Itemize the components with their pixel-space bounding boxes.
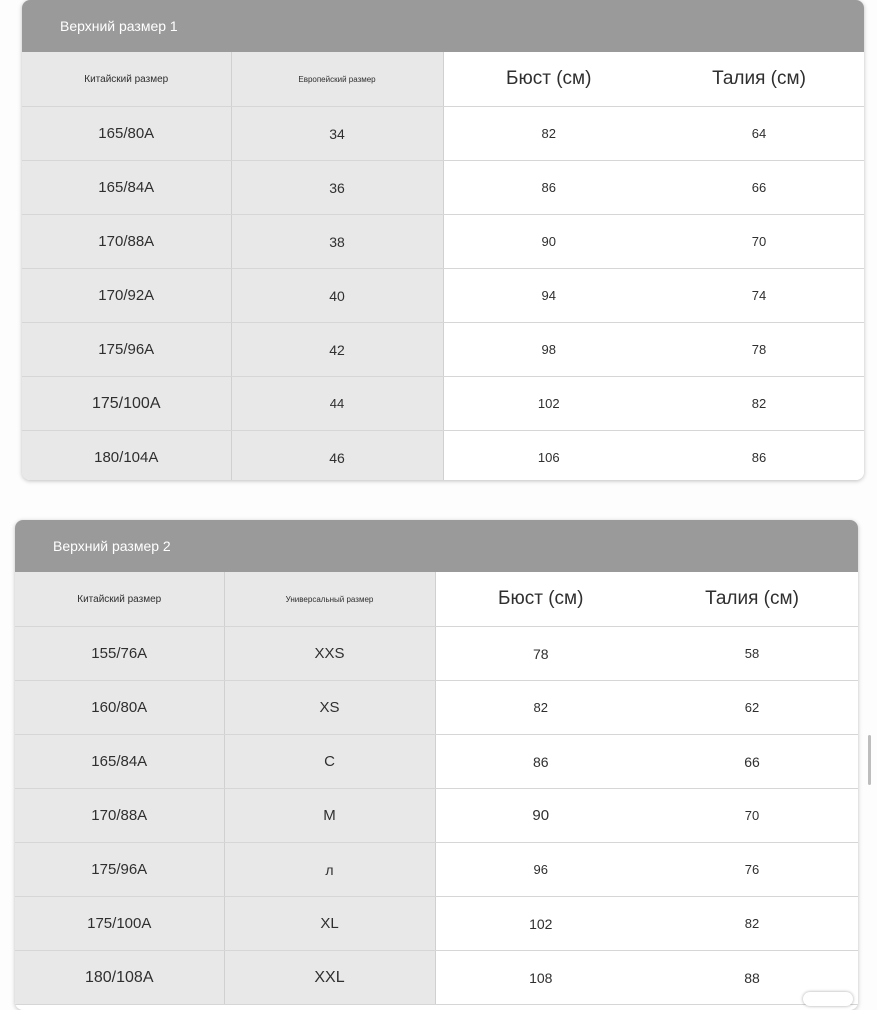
size-table-1-card — [22, 0, 864, 480]
cell-european-size: 34 — [231, 107, 443, 161]
size-table-1 — [22, 52, 864, 480]
cell-waist: 74 — [654, 269, 864, 323]
cell-chinese-size: 165/80A — [22, 107, 231, 161]
size-table-2-title: Верхний размер 2 — [15, 520, 858, 572]
cell-chinese-size: 175/100A — [15, 897, 224, 951]
table-row — [15, 681, 858, 735]
cell-waist: 88 — [646, 951, 858, 1005]
size-table-2-card — [15, 520, 858, 1010]
cell-chinese-size: 180/104A — [22, 431, 231, 481]
cell-waist: 66 — [654, 161, 864, 215]
cell-universal-size: XXS — [224, 627, 435, 681]
header-bust: Бюст (см) — [443, 52, 654, 107]
table-row — [15, 897, 858, 951]
table-row — [22, 161, 864, 215]
cell-european-size: 36 — [231, 161, 443, 215]
cell-waist: 70 — [654, 215, 864, 269]
table-row — [15, 789, 858, 843]
table-row — [22, 323, 864, 377]
cell-waist: 86 — [654, 431, 864, 481]
cell-universal-size: л — [224, 843, 435, 897]
table-row — [15, 627, 858, 681]
cell-waist: 64 — [654, 107, 864, 161]
size-table-2 — [15, 572, 858, 1005]
cell-bust: 106 — [443, 431, 654, 481]
cell-chinese-size: 180/108A — [15, 951, 224, 1005]
cell-european-size: 44 — [231, 377, 443, 431]
cell-chinese-size: 165/84A — [15, 735, 224, 789]
cell-waist: 58 — [646, 627, 858, 681]
table-row — [22, 431, 864, 481]
cell-waist: 70 — [646, 789, 858, 843]
table-row — [22, 377, 864, 431]
cell-bust: 90 — [435, 789, 646, 843]
cell-european-size: 38 — [231, 215, 443, 269]
cell-european-size: 42 — [231, 323, 443, 377]
cell-bust: 98 — [443, 323, 654, 377]
cell-chinese-size: 170/88A — [15, 789, 224, 843]
cell-waist: 76 — [646, 843, 858, 897]
cell-bust: 102 — [435, 897, 646, 951]
cell-bust: 78 — [435, 627, 646, 681]
table-row — [15, 735, 858, 789]
cell-waist: 62 — [646, 681, 858, 735]
cell-universal-size: XS — [224, 681, 435, 735]
scrollbar-thumb[interactable] — [868, 735, 871, 785]
table-row — [22, 215, 864, 269]
header-waist: Талия (см) — [646, 572, 858, 627]
cell-european-size: 46 — [231, 431, 443, 481]
cell-bust: 82 — [443, 107, 654, 161]
table-row — [22, 269, 864, 323]
cell-universal-size: XXL — [224, 951, 435, 1005]
cell-european-size: 40 — [231, 269, 443, 323]
cell-chinese-size: 160/80A — [15, 681, 224, 735]
cell-waist: 82 — [646, 897, 858, 951]
cell-universal-size: M — [224, 789, 435, 843]
cell-universal-size: XL — [224, 897, 435, 951]
cell-chinese-size: 170/92A — [22, 269, 231, 323]
table-header-row — [22, 52, 864, 107]
table-row — [22, 107, 864, 161]
size-table-1-title: Верхний размер 1 — [22, 0, 864, 52]
table-row — [15, 843, 858, 897]
cell-bust: 82 — [435, 681, 646, 735]
cell-chinese-size: 175/100A — [22, 377, 231, 431]
cell-bust: 94 — [443, 269, 654, 323]
header-european-size: Европейский размер — [231, 52, 443, 107]
cell-chinese-size: 175/96A — [22, 323, 231, 377]
cell-chinese-size: 155/76A — [15, 627, 224, 681]
cell-bust: 108 — [435, 951, 646, 1005]
cell-bust: 90 — [443, 215, 654, 269]
header-chinese-size: Китайский размер — [15, 572, 224, 627]
header-chinese-size: Китайский размер — [22, 52, 231, 107]
cell-chinese-size: 175/96A — [15, 843, 224, 897]
cell-bust: 102 — [443, 377, 654, 431]
header-waist: Талия (см) — [654, 52, 864, 107]
cell-waist: 82 — [654, 377, 864, 431]
header-bust: Бюст (см) — [435, 572, 646, 627]
cell-bust: 86 — [443, 161, 654, 215]
cell-bust: 96 — [435, 843, 646, 897]
cell-chinese-size: 165/84A — [22, 161, 231, 215]
table-row — [15, 951, 858, 1005]
cell-chinese-size: 170/88A — [22, 215, 231, 269]
cell-bust: 86 — [435, 735, 646, 789]
cell-waist: 66 — [646, 735, 858, 789]
floating-badge[interactable] — [767, 988, 877, 1000]
header-universal-size: Универсальный размер — [224, 572, 435, 627]
table-header-row — [15, 572, 858, 627]
cell-waist: 78 — [654, 323, 864, 377]
cell-universal-size: C — [224, 735, 435, 789]
